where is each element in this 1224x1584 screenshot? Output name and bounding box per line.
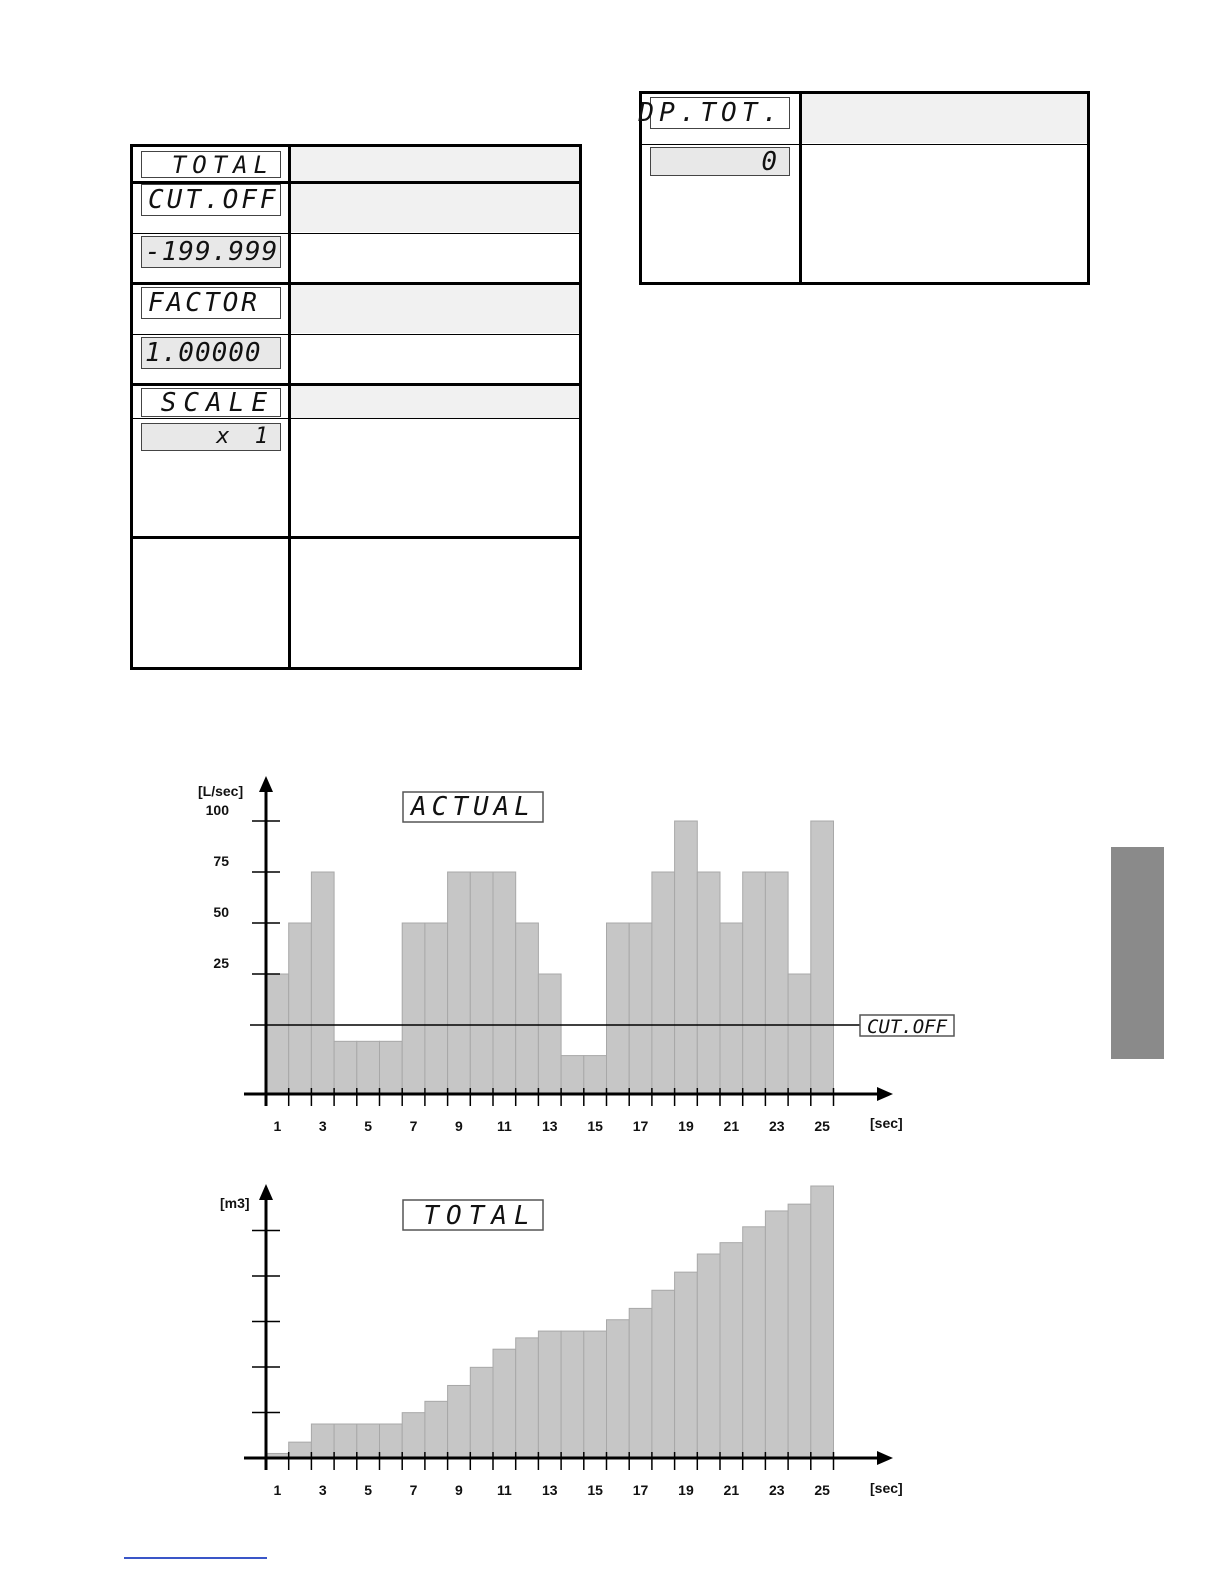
total-x-tick-label: 25 <box>814 1482 830 1498</box>
dptot-description-cell <box>802 94 1087 143</box>
actual-bar <box>607 923 630 1094</box>
scale-value-lcd: x 1 <box>141 423 281 451</box>
total-bar <box>311 1424 334 1458</box>
actual-y-tick-label: 75 <box>213 853 229 869</box>
total-x-axis-label: [sec] <box>870 1480 903 1496</box>
actual-x-tick-label: 11 <box>496 1118 512 1134</box>
actual-title: ACTUAL <box>411 792 535 822</box>
actual-bar <box>425 923 448 1094</box>
total-x-tick-label: 5 <box>364 1482 373 1498</box>
total-bar <box>607 1320 630 1458</box>
total-title: TOTAL <box>423 1201 537 1231</box>
total-x-arrow <box>877 1451 893 1465</box>
actual-x-tick-label: 5 <box>364 1118 373 1134</box>
total-bar <box>584 1331 607 1458</box>
total-bar <box>470 1367 493 1458</box>
actual-bar <box>448 872 471 1094</box>
actual-y-tick-label: 100 <box>205 802 229 818</box>
actual-x-tick-label: 25 <box>814 1118 830 1134</box>
total-volume-chart <box>0 1180 1000 1510</box>
actual-bar <box>788 974 811 1094</box>
total-x-tick-label: 3 <box>318 1482 327 1498</box>
actual-bar <box>561 1056 584 1094</box>
total-bar <box>561 1331 584 1458</box>
actual-bar <box>743 872 766 1094</box>
actual-bar <box>538 974 561 1094</box>
actual-bar <box>629 923 652 1094</box>
actual-bar <box>402 923 425 1094</box>
actual-bar <box>811 821 834 1094</box>
total-bar <box>402 1413 425 1458</box>
total-bar <box>334 1424 357 1458</box>
dptot-value-lcd: 0 <box>650 147 790 176</box>
scale-lcd: SCALE <box>141 388 281 417</box>
total-bar <box>493 1349 516 1458</box>
total-bar <box>538 1331 561 1458</box>
total-y-arrow <box>259 1184 273 1200</box>
actual-flow-chart <box>0 770 1000 1145</box>
total-bar <box>652 1290 675 1458</box>
total-bar <box>720 1243 743 1458</box>
actual-bar <box>584 1056 607 1094</box>
cutoff-lcd: CUT.OFF <box>141 184 281 216</box>
actual-bar <box>334 1041 357 1094</box>
total-x-tick-label: 15 <box>587 1482 603 1498</box>
actual-x-tick-label: 3 <box>318 1118 327 1134</box>
actual-bar <box>311 872 334 1094</box>
actual-bar <box>289 923 312 1094</box>
actual-bar <box>675 821 698 1094</box>
total-lcd: TOTAL <box>141 151 281 178</box>
total-bar <box>629 1308 652 1458</box>
footer-link-line <box>124 1557 267 1559</box>
actual-bar <box>493 872 516 1094</box>
total-bar <box>448 1385 471 1458</box>
actual-y-arrow <box>259 776 273 792</box>
total-y-axis-label: [m3] <box>220 1195 250 1211</box>
actual-x-tick-label: 9 <box>455 1118 463 1134</box>
actual-y-tick-label: 25 <box>213 955 229 971</box>
cutoff-chart-label: CUT.OFF <box>866 1016 948 1038</box>
actual-bar <box>652 872 675 1094</box>
total-bar <box>788 1204 811 1458</box>
factor-value-lcd: 1.00000 <box>141 337 281 369</box>
scale-description-cell <box>291 386 579 418</box>
total-x-tick-label: 21 <box>723 1482 740 1498</box>
total-x-tick-label: 13 <box>541 1482 558 1498</box>
parameter-table <box>130 144 582 670</box>
factor-lcd: FACTOR <box>141 287 281 319</box>
total-x-tick-label: 11 <box>496 1482 512 1498</box>
actual-bar <box>266 974 289 1094</box>
actual-x-tick-label: 13 <box>541 1118 558 1134</box>
total-bar <box>743 1227 766 1458</box>
cutoff-value-lcd: -199.999 <box>141 236 281 268</box>
total-description-cell <box>291 147 579 181</box>
actual-bars <box>266 821 834 1094</box>
actual-x-tick-label: 19 <box>678 1118 694 1134</box>
total-bar <box>811 1186 834 1458</box>
total-x-tick-label: 19 <box>678 1482 694 1498</box>
actual-x-tick-label: 7 <box>409 1118 418 1134</box>
actual-bar <box>380 1041 403 1094</box>
total-x-tick-label: 7 <box>409 1482 418 1498</box>
decimal-point-table <box>639 91 1090 285</box>
total-bar <box>380 1424 403 1458</box>
actual-bar <box>470 872 493 1094</box>
total-x-tick-label: 17 <box>632 1482 649 1498</box>
actual-bar <box>357 1041 380 1094</box>
total-bar <box>516 1338 539 1458</box>
section-side-tab <box>1111 847 1164 1059</box>
actual-y-tick-label: 50 <box>213 904 229 920</box>
actual-x-axis-label: [sec] <box>870 1115 903 1131</box>
actual-x-tick-label: 15 <box>587 1118 603 1134</box>
total-bar <box>357 1424 380 1458</box>
actual-x-tick-label: 1 <box>273 1118 282 1134</box>
actual-x-tick-label: 21 <box>723 1118 740 1134</box>
total-bar <box>765 1211 788 1458</box>
total-bar <box>697 1254 720 1458</box>
total-x-tick-label: 1 <box>273 1482 282 1498</box>
actual-bar <box>720 923 743 1094</box>
total-bar <box>289 1442 312 1458</box>
total-x-tick-label: 9 <box>455 1482 463 1498</box>
factor-description-cell <box>291 285 579 333</box>
total-x-tick-label: 23 <box>768 1482 785 1498</box>
cutoff-description-cell <box>291 184 579 232</box>
actual-bar <box>765 872 788 1094</box>
actual-x-arrow <box>877 1087 893 1101</box>
actual-y-axis-label: [L/sec] <box>198 783 244 799</box>
total-bar <box>425 1401 448 1458</box>
actual-bar <box>516 923 539 1094</box>
actual-x-tick-label: 17 <box>632 1118 649 1134</box>
actual-bar <box>697 872 720 1094</box>
total-bar <box>675 1272 698 1458</box>
dptot-lcd: DP.TOT. <box>650 97 790 129</box>
actual-x-tick-label: 23 <box>768 1118 785 1134</box>
total-bars <box>266 1186 834 1458</box>
